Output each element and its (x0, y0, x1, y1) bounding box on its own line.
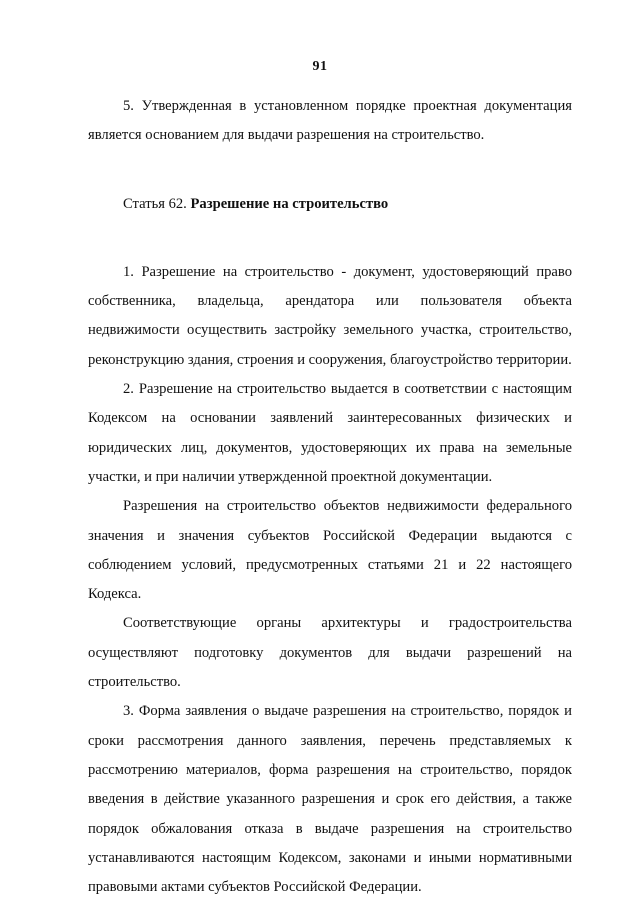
paragraph-architecture-bodies: Соответствующие органы архитектуры и градостроительства осуществляют подготовку документов для выдачи разрешений на строительство. (88, 615, 572, 691)
paragraph-3-application-form: 3. Форма заявления о выдаче разрешения на строительство, порядок и сроки рассмотрения данного заявления, перечень представляемых к рассмотрению материалов, форма разрешения на строительство, порядок введения в действие указанного разрешения и срок его действия, а также порядок обжалования отказа в выдаче разрешения на строительство устанавливаются настоящим Кодексом, законами и иными нормативными правовыми актами субъектов Российской Федерации. (88, 703, 572, 896)
article-heading (88, 190, 572, 219)
paragraph-5-project-documentation: 5. Утвержденная в установленном порядке проектная документация является основанием для выдачи разрешения на строительство. (88, 98, 572, 144)
article-title: Разрешение на строительство (190, 195, 389, 212)
paragraph-federal-significance: Разрешения на строительство объектов недвижимости федерального значения и значения субъектов Российской Федерации выдаются с соблюдением условий, предусмотренных статьями 21 и 22 настоящего Кодекса. (88, 498, 572, 603)
document-body (88, 92, 572, 902)
article-label: Статья 62. (123, 195, 187, 212)
paragraph-2-permit-issuance: 2. Разрешение на строительство выдается в соответствии с настоящим Кодексом на основании заявлений заинтересованных физических и юридических лиц, документов, удостоверяющих их права на земельные участки, и при наличии утвержденной проектной документации. (88, 381, 572, 485)
paragraph-1-permit-definition: 1. Разрешение на строительство - документ, удостоверяющий право собственника, владельца, арендатора или пользователя объекта недвижимости осуществить застройку земельного участка, строительство, реконструкцию здания, строения и сооружения, благоустройство территории. (88, 263, 572, 368)
page-number: 91 (312, 59, 328, 74)
